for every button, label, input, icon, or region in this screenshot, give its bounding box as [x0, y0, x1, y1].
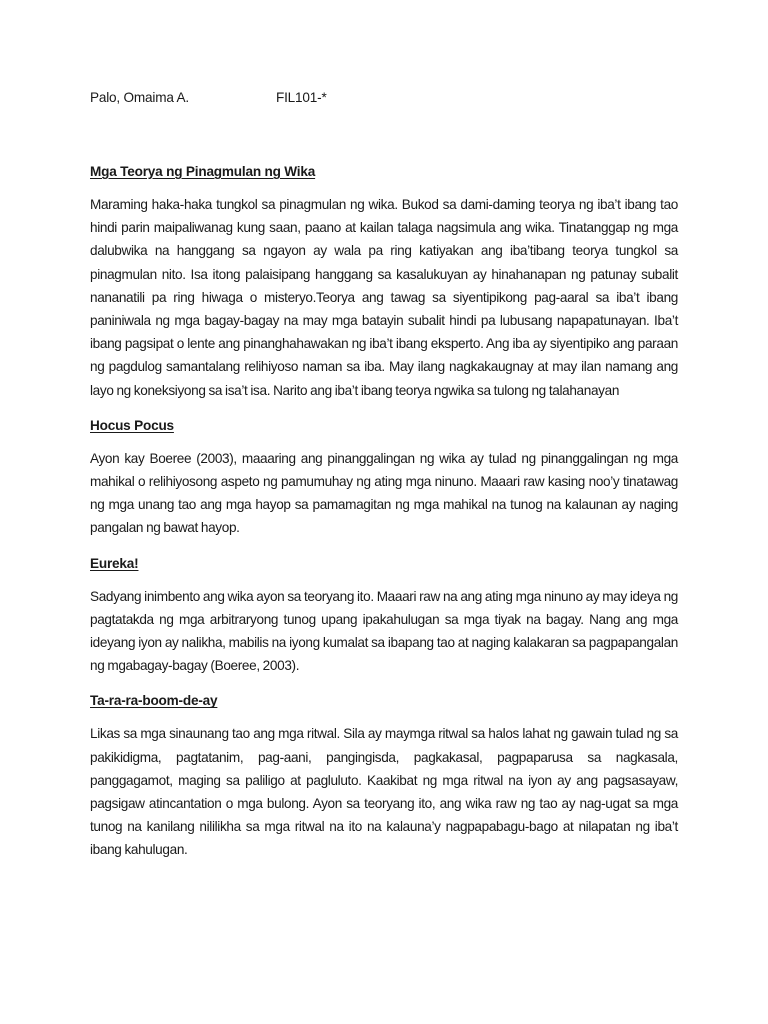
- section-paragraph-ta-ra-ra-boom-de-ay: Likas sa mga sinaunang tao ang mga ritwal. Sila ay maymga ritwal sa halos lahat ng gawain tulad ng sa pakikidigma, pagtatanim, pag-aani, pangingisda, pagkakasal, pagpaparusa sa nagkasala, panggagamot, maging sa paliligo at pagluluto. Kaakibat ng mga ritwal na iyon ay ang pagsasayaw, pagsigaw atincantation o mga bulong. Ayon sa teoryang ito, ang wika raw ng tao ay nag-ugat sa mga tunog na kanilang nililikha sa mga ritwal na ito na kalauna’y nagpapabagu-bago at nilapatan ng iba’t ibang kahulugan.: [90, 726, 678, 858]
- author-name: Palo, Omaima A.: [90, 90, 189, 105]
- section-heading-eureka: Eureka!: [90, 555, 139, 571]
- intro-paragraph: Maraming haka-haka tungkol sa pinagmulan ng wika. Bukod sa dami-daming teorya ng iba’t ibang tao hindi parin maipaliwanag kung saan, paano at kailan talaga nagsimula ang wika. Tinatanggap ng mga dalubwika na hanggang sa ngayon ay wala pa ring katiyakan ang iba’tibang teorya tungkol sa pinagmulan nito. Isa itong palaisipang hanggang sa kasalukuyan ay hinahanapan ng patunay subalit nananatili pa ring hiwaga o misteryo.Teorya ang tawag sa siyentipikong pag-aaral sa iba’t ibang paniniwala ng mga bagay-bagay na may mga batayin subalit hindi pa lubusang napapatunayan. Iba’t ibang pagsipat o lente ang pinanghahawakan ng iba’t ibang eksperto. Ang iba ay siyentipiko ang paraan ng pagdulog samantalang relihiyoso naman sa iba. May ilang nagkakaugnay at may ilan namang ang layo ng koneksiyong sa isa’t isa. Narito ang iba’t ibang teorya ngwika sa tulong ng talahanayan: [90, 197, 678, 398]
- section-paragraph-eureka: Sadyang inimbento ang wika ayon sa teoryang ito. Maaari raw na ang ating mga ninuno ay may ideya ng pagtatakda ng mga arbitraryong tunog upang ipakahulugan sa mga tiyak na bagay. Nang ang mga ideyang iyon ay nalikha, mabilis na iyong kumalat sa ibapang tao at naging kalakaran sa pagpapangalan ng mgabagay-bagay (Boeree, 2003).: [90, 588, 678, 674]
- document-content: [90, 90, 678, 862]
- section-heading-hocus-pocus: Hocus Pocus: [90, 417, 174, 433]
- header-line: [90, 90, 678, 114]
- section-paragraph-hocus-pocus: Ayon kay Boeree (2003), maaaring ang pinanggalingan ng wika ay tulad ng pinanggalingan ng mga mahikal o relihiyosong aspeto ng pamumuhay ng ating mga ninuno. Maaari raw kasing noo’y tinatawag ng mga unang tao ang mga hayop sa pamamagitan ng mga mahikal na tunog na kalaunan ay naging pangalan ng bawat hayop.: [90, 450, 678, 536]
- document-title: Mga Teorya ng Pinagmulan ng Wika: [90, 164, 316, 179]
- section-heading-ta-ra-ra-boom-de-ay: Ta-ra-ra-boom-de-ay: [90, 693, 218, 709]
- course-code: FIL101-*: [276, 90, 327, 105]
